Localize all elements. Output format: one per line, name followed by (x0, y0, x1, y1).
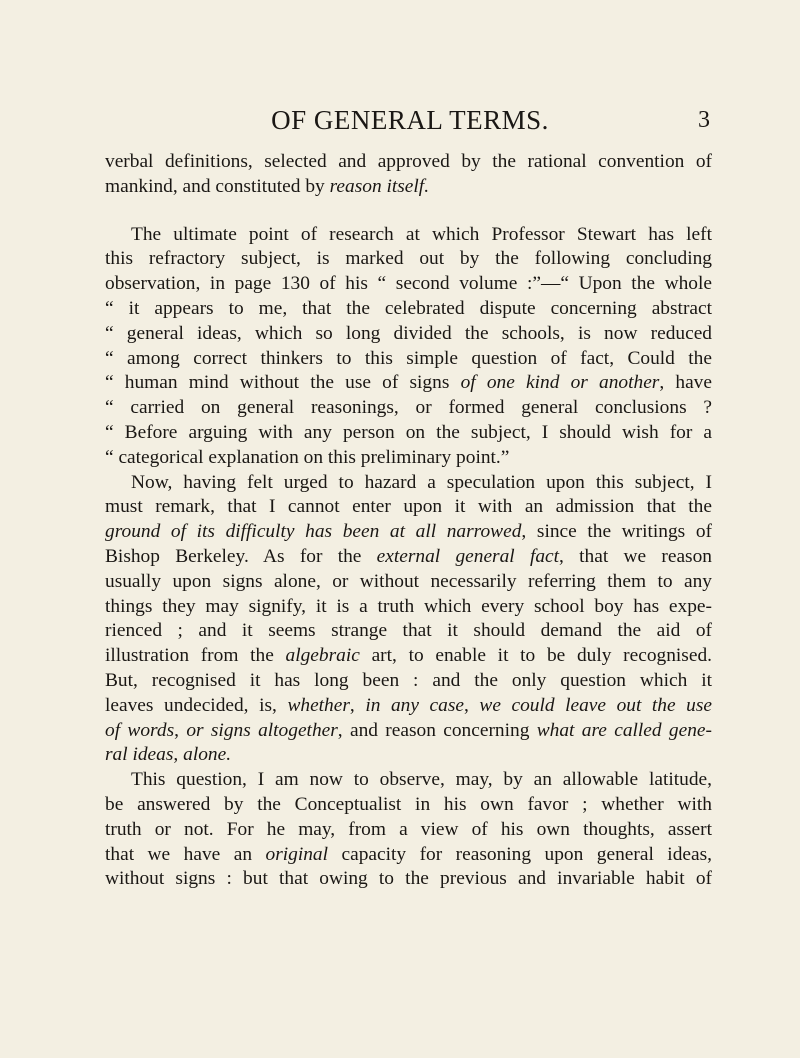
text-run: “ human mind without the use of signs (105, 372, 461, 394)
text-line: be answered by the Conceptualist in his own favor ; whether with (105, 793, 712, 815)
text-line (105, 719, 712, 744)
italic-run: of words (105, 719, 175, 741)
text-line: truth or not. For he may, from a view of his own thoughts, assert (105, 818, 712, 840)
text-line (105, 545, 712, 570)
italic-run: original (265, 843, 329, 865)
text-run: that we have an (105, 843, 266, 865)
body-text (105, 150, 712, 892)
italic-run: algebraic (285, 645, 360, 667)
text-line: “ it appears to me, that the celebrated dispute concerning abstract (105, 297, 712, 319)
text-run: , (463, 694, 480, 716)
text-line: But, recognised it has long been : and the only question which it (105, 669, 712, 691)
italic-run: in any case (365, 694, 464, 716)
text-run: , that we reason (559, 545, 712, 567)
italic-run: ground of its difficulty has been at all narrowed (105, 521, 522, 543)
italic-run: what are called gene- (536, 719, 712, 741)
text-line: observation, in page 130 of his “ second volume :”—“ Upon the whole (105, 273, 712, 295)
text-run: art, to enable it to be duly recognised. (359, 645, 712, 667)
italic-run: of one kind or another (460, 372, 660, 394)
text-line (105, 644, 712, 669)
text-line: “ general ideas, which so long divided the schools, is now reduced (105, 322, 712, 344)
text-line: The ultimate point of research at which Professor Stewart has left (131, 223, 712, 245)
text-line: “ carried on general reasonings, or formed general conclusions ? (105, 397, 712, 419)
text-run: leaves undecided, is, (105, 694, 288, 716)
page-number: 3 (698, 107, 710, 133)
italic-run: external general fact (376, 545, 560, 567)
text-line: This question, I am now to observe, may, by an allowable latitude, (131, 769, 712, 791)
text-line: Now, having felt urged to hazard a speculation upon this subject, I (131, 471, 712, 493)
text-run: capacity for reasoning upon general ideas, (328, 843, 713, 865)
running-head: OF GENERAL TERMS. (271, 105, 549, 135)
text-line: rienced ; and it seems strange that it should demand the aid of (105, 620, 712, 642)
text-line: this refractory subject, is marked out by the following concluding (105, 248, 712, 270)
text-line: without signs : but that owing to the previous and invariable habit of (105, 868, 712, 890)
text-line: verbal definitions, selected and approved by the rational convention of (105, 151, 712, 172)
text-run: , since the writings of (521, 521, 713, 543)
text-run: illustration from the (105, 645, 286, 667)
italic-run: ral ideas (105, 744, 174, 766)
italic-run: we could leave out the use (479, 694, 713, 716)
text-line: “ Before arguing with any person on the subject, I should wish for a (105, 421, 712, 443)
text-line: usually upon signs alone, or without necessarily referring them to any (105, 570, 712, 592)
text-line (105, 743, 712, 768)
text-line (105, 520, 712, 545)
text-run: , (173, 744, 184, 766)
italic-run: reason itself. (329, 175, 430, 197)
text-run: Bishop Berkeley. As for the (105, 545, 377, 567)
text-run: , (349, 694, 366, 716)
text-line: “ categorical explanation on this preliminary point.” (105, 446, 510, 468)
text-run: , (174, 719, 187, 741)
text-line (105, 175, 712, 200)
text-line (105, 371, 712, 396)
text-run: , and reason concerning (337, 719, 537, 741)
text-line: things they may signify, it is a truth which every school boy has expe- (105, 595, 712, 617)
text-line: “ among correct thinkers to this simple question of fact, Could the (105, 347, 712, 369)
page-header (110, 100, 710, 140)
italic-run: or signs altogether (186, 719, 338, 741)
text-run: , have (659, 372, 712, 394)
text-line: must remark, that I cannot enter upon it with an admission that the (105, 496, 712, 518)
text-run: mankind, and constituted by (105, 175, 330, 197)
text-line (105, 694, 712, 719)
text-line (105, 843, 712, 868)
paragraph-gap (105, 200, 712, 223)
italic-run: alone. (183, 744, 232, 766)
italic-run: whether (287, 694, 350, 716)
